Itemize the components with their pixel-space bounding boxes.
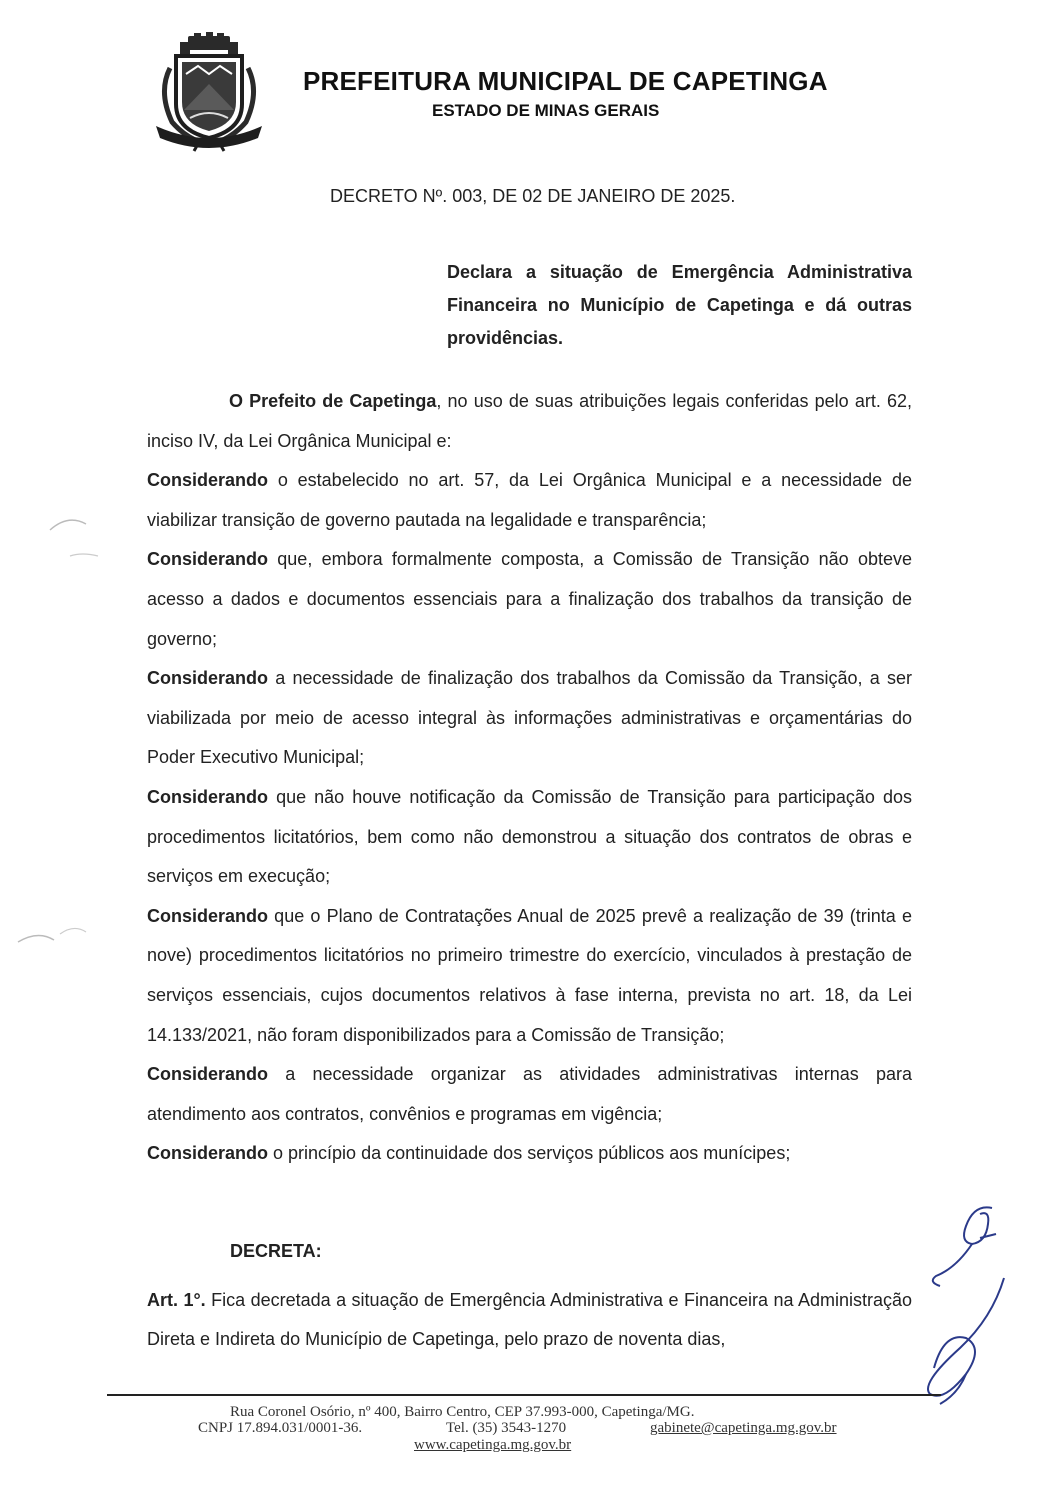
considerando-paragraph: [147, 540, 912, 659]
article-1-text: Fica decretada a situação de Emergência Administrativa e Financeira na Administração Direta e Indireta do Município de Capetinga, pelo prazo de noventa dias,: [147, 1290, 912, 1349]
intro-text: , no uso de suas atribuições legais conferidas pelo art. 62, inciso IV, da Lei Orgânica Municipal e:: [147, 391, 912, 451]
margin-mark: [20, 510, 100, 570]
header-title: PREFEITURA MUNICIPAL DE CAPETINGA: [303, 66, 828, 96]
footer-email-link[interactable]: gabinete@capetinga.mg.gov.br: [650, 1420, 837, 1436]
article-1-label: Art. 1°.: [147, 1290, 206, 1310]
considerando-paragraph: [147, 897, 912, 1055]
decree-title: DECRETO Nº. 003, DE 02 DE JANEIRO DE 2025.: [330, 186, 736, 206]
margin-mark: [14, 916, 94, 956]
considerando-text: o estabelecido no art. 57, da Lei Orgânica Municipal e a necessidade de viabilizar transição de governo pautada na legalidade e transparência;: [147, 470, 912, 530]
considerando-text: que, embora formalmente composta, a Comissão de Transição não obteve acesso a dados e documentos essenciais para a finalização dos trabalhos da transição de governo;: [147, 549, 912, 649]
considerando-label: Considerando: [147, 905, 269, 926]
header-subtitle: ESTADO DE MINAS GERAIS: [432, 101, 660, 120]
intro-paragraph: [147, 382, 912, 461]
article-1: [147, 1281, 912, 1359]
considerando-text: a necessidade organizar as atividades administrativas internas para atendimento aos contratos, convênios e programas em vigência;: [147, 1064, 912, 1124]
considerando-paragraph: [147, 659, 912, 778]
considerando-paragraph: [147, 778, 912, 897]
intro-bold: O Prefeito de Capetinga: [229, 391, 437, 411]
considerando-label: Considerando: [147, 1143, 269, 1164]
footer-address: Rua Coronel Osório, nº 400, Bairro Centro, CEP 37.993-000, Capetinga/MG.: [230, 1404, 695, 1420]
considerando-label: Considerando: [147, 1064, 269, 1085]
signature-initials: [900, 1198, 1020, 1413]
considerando-label: Considerando: [147, 668, 269, 689]
considerando-text: que o Plano de Contratações Anual de 2025 prevê a realização de 39 (trinta e nove) procedimentos licitatórios no primeiro trimestre do exercício, vinculados à prestação de serviços essenciais, cujos documentos relativos à fase interna, prevista no art. 18, da Lei 14.133/2021, não foram disponibilizados para a Comissão de Transição;: [147, 905, 912, 1045]
considerando-label: Considerando: [147, 786, 269, 807]
municipal-crest-icon: [150, 32, 268, 152]
considerando-label: Considerando: [147, 470, 269, 491]
considerando-text: o princípio da continuidade dos serviços públicos aos munícipes;: [268, 1143, 791, 1164]
considerando-paragraph: [147, 1055, 912, 1134]
decree-ementa: Declara a situação de Emergência Administrativa Financeira no Município de Capetinga e dá outras providências.: [447, 262, 912, 348]
footer-website-link[interactable]: www.capetinga.mg.gov.br: [414, 1437, 572, 1453]
considerando-text: a necessidade de finalização dos trabalhos da Comissão da Transição, a ser viabilizada por meio de acesso integral às informações administrativas e orçamentárias do Poder Executivo Municipal;: [147, 668, 912, 768]
considerando-paragraph: [147, 1134, 912, 1174]
footer-cnpj: CNPJ 17.894.031/0001-36.: [198, 1420, 363, 1436]
footer-divider: [107, 1394, 941, 1396]
decreta-heading: DECRETA:: [230, 1241, 322, 1261]
considerando-text: que não houve notificação da Comissão de Transição para participação dos procedimentos licitatórios, bem como não demonstrou a situação dos contratos de obras e serviços em execução;: [147, 786, 912, 887]
considerando-paragraph: [147, 461, 912, 540]
considerando-label: Considerando: [147, 549, 269, 570]
article-1-paragraph: [147, 1281, 912, 1359]
footer-phone: Tel. (35) 3543-1270: [446, 1420, 567, 1436]
decree-body: [147, 382, 912, 1174]
